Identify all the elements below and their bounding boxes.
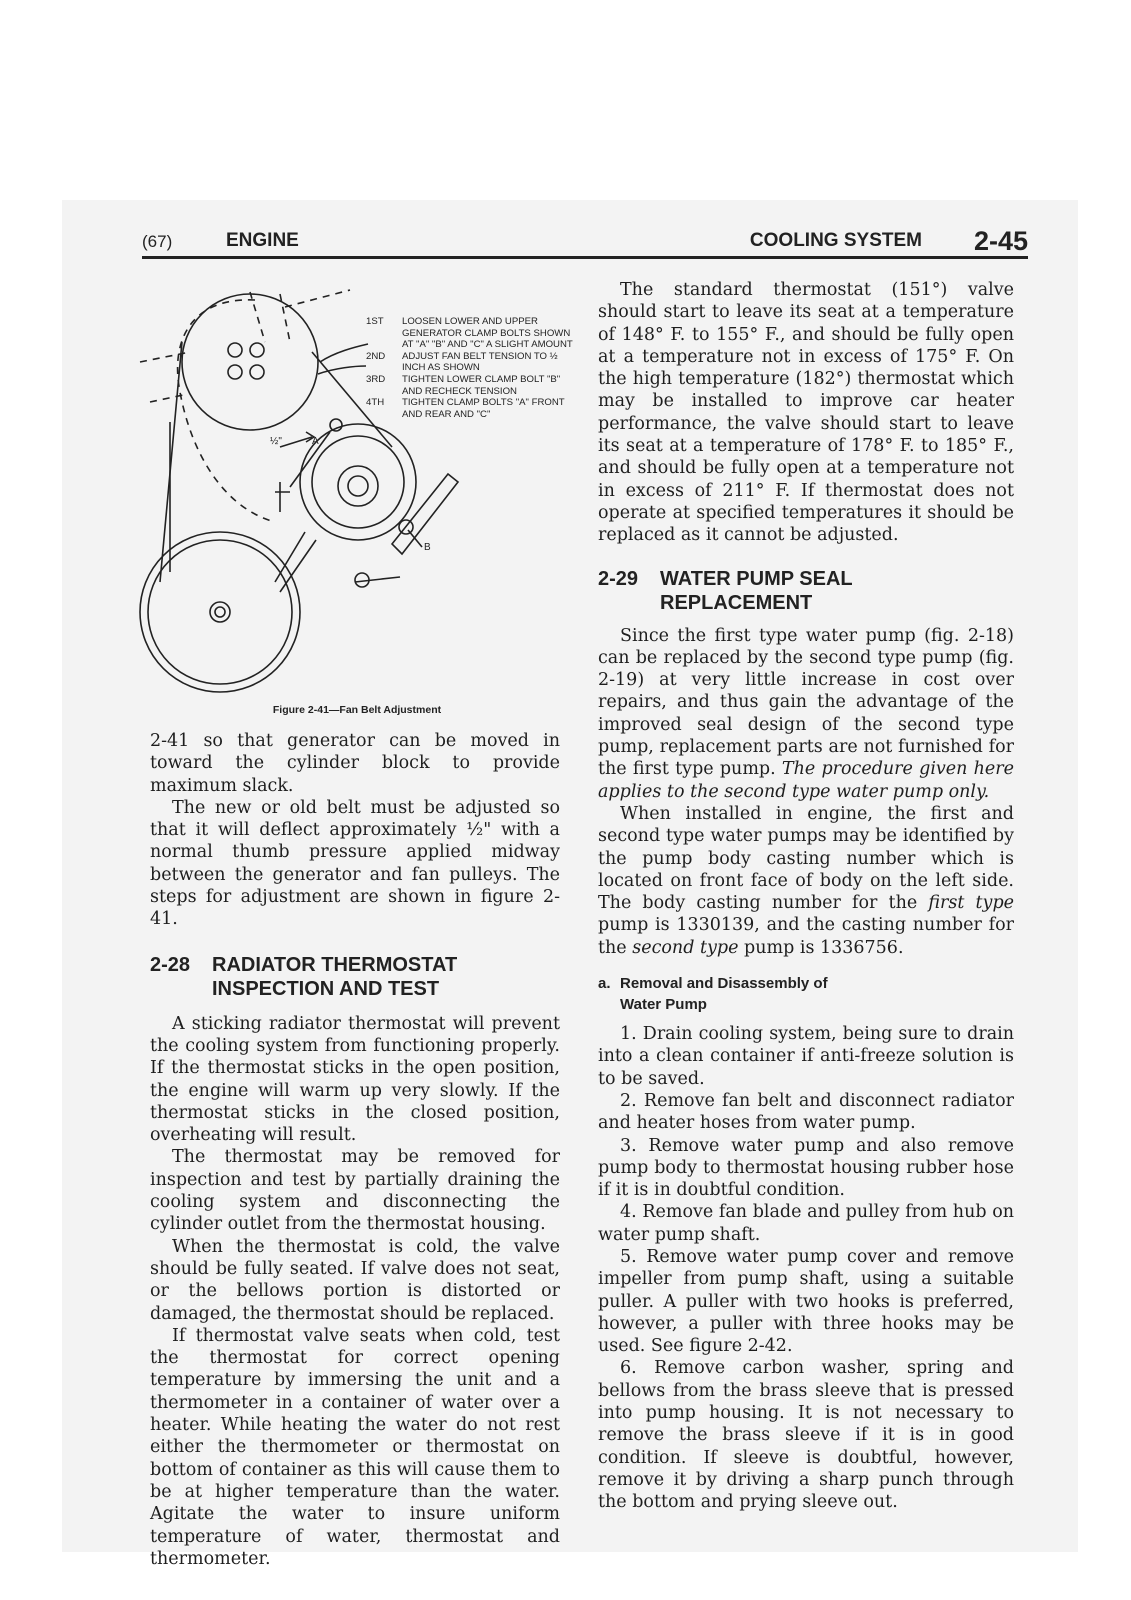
procedure-step: 5. Remove water pump cover and remove impeller from pump shaft, using a suitable puller. A puller with two hooks is preferred, however, a puller with three hooks may be used. See figure 2-42. (598, 1246, 1014, 1357)
figure-steps (366, 316, 576, 420)
paragraph: Since the first type water pump (fig. 2-18) can be replaced by the second type pump (fig. 2-19) at very little increase in cost over repairs, and thus gain the advantage of the improved seal design of the second type pump, replacement parts are not furnished for the first type pump. The procedure given here applies to the second type water pump only. (598, 625, 1014, 802)
figure-step: 1ST LOOSEN LOWER AND UPPER GENERATOR CLAMP BOLTS SHOWN AT "A" "B" AND "C" A SLIGHT AMOUNT (366, 316, 573, 351)
belt-lower-run (275, 532, 316, 592)
paragraph: When installed in engine, the first and second type water pumps may be identified by the pump body casting number which is located on front face of body on the left side. The body casting number for the first type pump is 1330139, and the casting number for the second type pump is 1336756. (598, 803, 1015, 958)
paragraph: The standard thermostat (151°) valve should start to leave its seat at a temperature of 148° F. to 155° F., and should be fully open at a temperature not in excess of 175° F. On the high temperature (182°) thermostat which may be installed to improve car heater performance, the valve should start to leave its seat at a temperature of 178° F. to 185° F., and should be fully open at a temperature not in excess of 211° F. If thermostat does not operate at specified temperatures it should be replaced as it cannot be adjusted. (598, 280, 1014, 546)
step-leader-1 (320, 344, 368, 362)
paragraph: When the thermostat is cold, the valve should be fully seated. If valve does not seat, or the bellows portion is distorted or damaged, the thermostat should be replaced. (150, 1236, 560, 1324)
generator-swing-outline (178, 300, 275, 522)
procedure-step: 1. Drain cooling system, being sure to drain into a clean container if anti-freeze solution is to be saved. (598, 1024, 1014, 1089)
fan-pulley-hub (338, 466, 378, 506)
left-column (150, 730, 560, 1570)
chapter-title: COOLING SYSTEM (749, 230, 922, 251)
crankshaft-hub (210, 602, 230, 622)
fan-pulley-center (348, 476, 368, 496)
section-heading-2-29: 2-29 WATER PUMP SEAL REPLACEMENT (598, 567, 853, 614)
callout-a: A (312, 436, 319, 447)
paragraph: The new or old belt must be adjusted so that it will deflect approximately ½" with a normal thumb pressure applied midway between the generator and fan pulleys. The steps for adjustment are shown in figure 2-41. (150, 797, 560, 930)
section-title: ENGINE (226, 230, 299, 251)
subsection-heading-a: a. Removal and Disassembly of Water Pump (598, 975, 828, 1014)
figure-step: 2ND ADJUST FAN BELT TENSION TO ½ INCH AS SHOWN (366, 350, 558, 374)
bolt-hole (250, 343, 264, 357)
procedure-step: 6. Remove carbon washer, spring and bellows from the brass sleeve that is pressed into pump housing. It is not necessary to remove the brass sleeve if it is in good condition. If sleeve is doubtful, however, remove it by driving a sharp punch through the bottom and prying sleeve out. (598, 1358, 1014, 1513)
page-number: 2-45 (973, 226, 1028, 256)
bolt-hole (228, 365, 242, 379)
paragraph: The thermostat may be removed for inspection and test by partially draining the cooling system and disconnecting the cylinder outlet from the thermostat housing. (150, 1147, 560, 1235)
paragraph: If thermostat valve seats when cold, test the thermostat for correct opening temperature by immersing the unit and a thermometer in a container of water over a heater. While heating the water do not rest either the thermometer or thermostat on bottom of container as this will cause them to be at higher temperature than the water. Agitate the water to insure uniform temperature of water, thermostat and thermometer. (150, 1325, 560, 1569)
paragraph: A sticking radiator thermostat will prevent the cooling system from functioning properly. If the thermostat sticks in the open position, the engine will warm up very slowly. If the thermostat sticks in the closed position, overheating will result. (150, 1013, 560, 1146)
section-heading-2-28: 2-28 RADIATOR THERMOSTAT INSPECTION AND TEST (150, 953, 458, 1000)
thumb-mark (275, 482, 290, 512)
fan-pulley-inner (312, 436, 404, 528)
figure-caption: Figure 2-41—Fan Belt Adjustment (272, 704, 442, 716)
crankshaft-center (215, 607, 225, 617)
paragraph: 2-41 so that generator can be moved in toward the cylinder block to provide maximum slack. (150, 731, 560, 796)
bolt-hole (250, 365, 264, 379)
bolt-hole (228, 343, 242, 357)
crankshaft-pulley-outer (140, 532, 300, 692)
callout-b: B (424, 542, 431, 553)
procedure-step: 4. Remove fan blade and pulley from hub on water pump shaft. (598, 1202, 1014, 1245)
lower-bracket (355, 577, 400, 582)
belt-left-run (160, 342, 182, 582)
figure-step: 3RD TIGHTEN LOWER CLAMP BOLT "B" AND RECHECK TENSION (366, 373, 561, 397)
generator-pulley (182, 294, 318, 430)
dashed-guide-lines (140, 290, 350, 402)
figure-step: 4TH TIGHTEN CLAMP BOLTS "A" FRONT AND REAR AND "C" (366, 397, 565, 420)
right-column (598, 279, 1014, 1514)
callout-half-inch: ½" (270, 436, 282, 447)
page-reference: (67) (142, 232, 173, 251)
procedure-step: 2. Remove fan belt and disconnect radiator and heater hoses from water pump. (598, 1090, 1014, 1134)
header-rule (142, 256, 1028, 259)
bolt-a (330, 419, 342, 431)
procedure-step: 3. Remove water pump and also remove pump body to thermostat housing rubber hose if it is in doubtful condition. (598, 1135, 1014, 1201)
running-header (142, 228, 1028, 258)
